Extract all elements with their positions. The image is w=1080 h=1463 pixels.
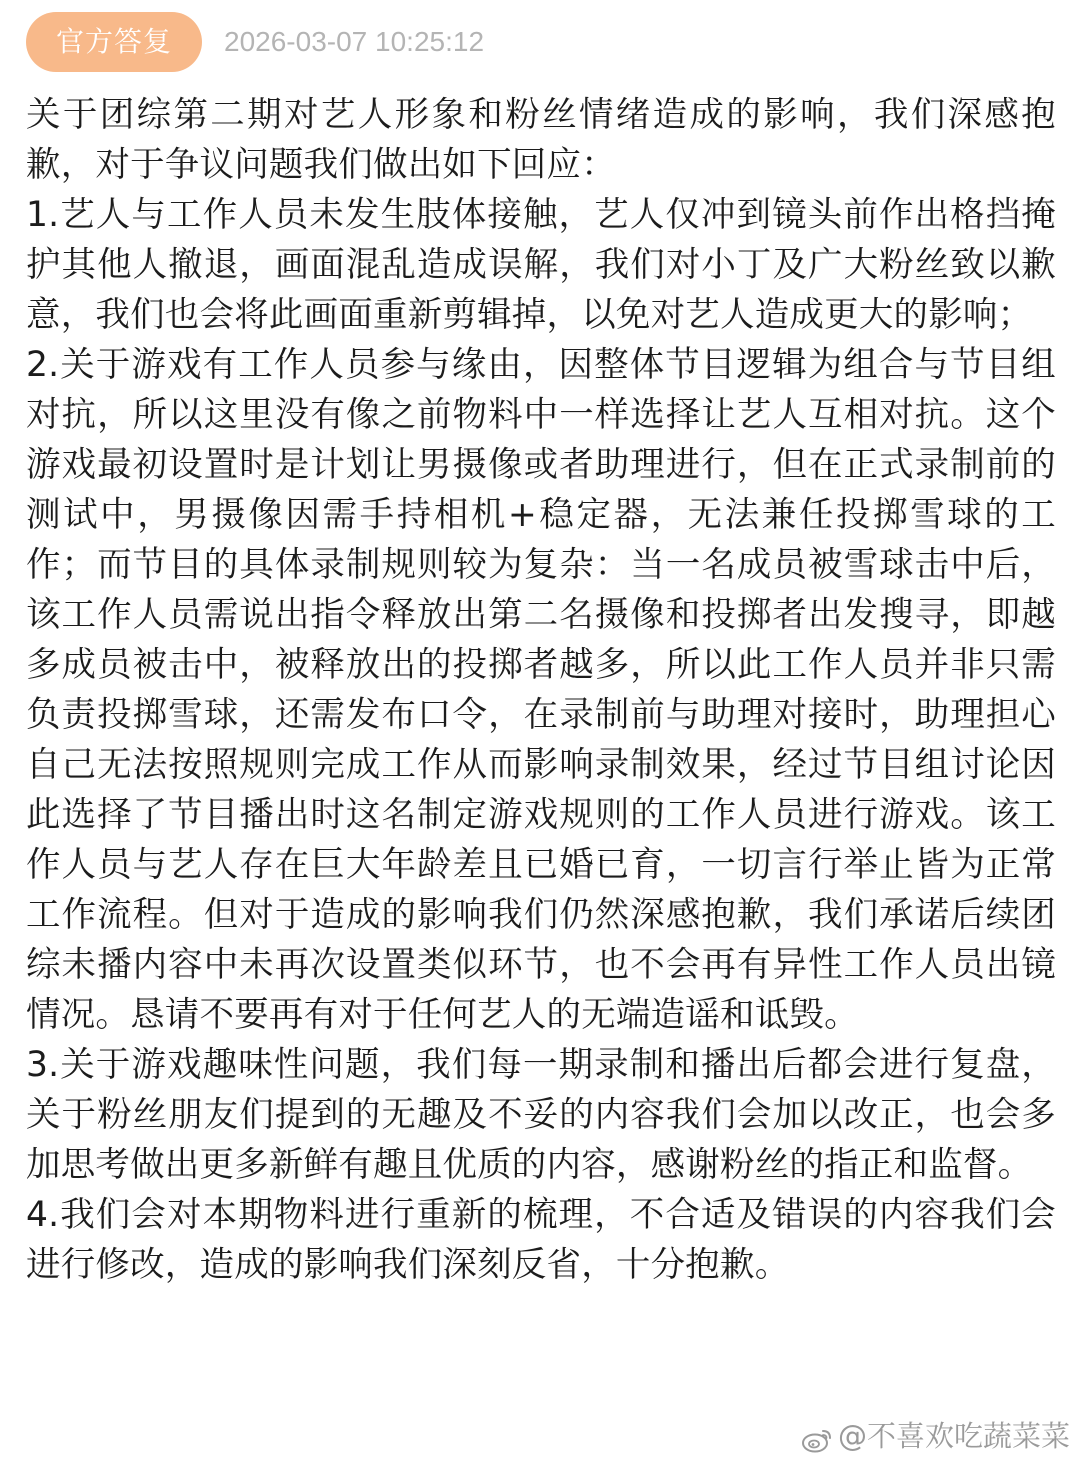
reply-header xyxy=(26,12,484,72)
reply-body xyxy=(26,90,1056,1290)
weibo-icon xyxy=(802,1423,832,1449)
official-reply-badge: 官方答复 xyxy=(26,12,202,72)
intro-paragraph: 关于团综第二期对艺人形象和粉丝情绪造成的影响，我们深感抱歉，对于争议问题我们做出如下回应： xyxy=(26,95,1056,185)
point-3-paragraph: 3.关于游戏趣味性问题，我们每一期录制和播出后都会进行复盘，关于粉丝朋友们提到的无趣及不妥的内容我们会加以改正，也会多加思考做出更多新鲜有趣且优质的内容，感谢粉丝的指正和监督。 xyxy=(26,1045,1056,1185)
point-2-paragraph: 2.关于游戏有工作人员参与缘由，因整体节目逻辑为组合与节目组对抗，所以这里没有像之前物料中一样选择让艺人互相对抗。这个游戏最初设置时是计划让男摄像或者助理进行，但在正式录制前的测试中，男摄像因需手持相机+稳定器，无法兼任投掷雪球的工作；而节目的具体录制规则较为复杂：当一名成员被雪球击中后，该工作人员需说出指令释放出第二名摄像和投掷者出发搜寻，即越多成员被击中，被释放出的投掷者越多，所以此工作人员并非只需负责投掷雪球，还需发布口令，在录制前与助理对接时，助理担心自己无法按照规则完成工作从而影响录制效果，经过节目组讨论因此选择了节目播出时这名制定游戏规则的工作人员进行游戏。该工作人员与艺人存在巨大年龄差且已婚已育，一切言行举止皆为正常工作流程。但对于造成的影响我们仍然深感抱歉，我们承诺后续团综未播内容中未再次设置类似环节，也不会再有异性工作人员出镜情况。恳请不要再有对于任何艺人的无端造谣和诋毁。 xyxy=(26,345,1056,1035)
reply-timestamp: 2026-03-07 10:25:12 xyxy=(224,26,485,57)
weibo-watermark xyxy=(802,1416,1070,1456)
point-1-paragraph: 1.艺人与工作人员未发生肢体接触，艺人仅冲到镜头前作出格挡掩护其他人撤退，画面混乱造成误解，我们对小丁及广大粉丝致以歉意，我们也会将此画面重新剪辑掉，以免对艺人造成更大的影响； xyxy=(26,195,1056,335)
watermark-text: @不喜欢吃蔬菜菜 xyxy=(837,1419,1070,1453)
point-4-paragraph: 4.我们会对本期物料进行重新的梳理，不合适及错误的内容我们会进行修改，造成的影响我们深刻反省，十分抱歉。 xyxy=(26,1195,1056,1285)
